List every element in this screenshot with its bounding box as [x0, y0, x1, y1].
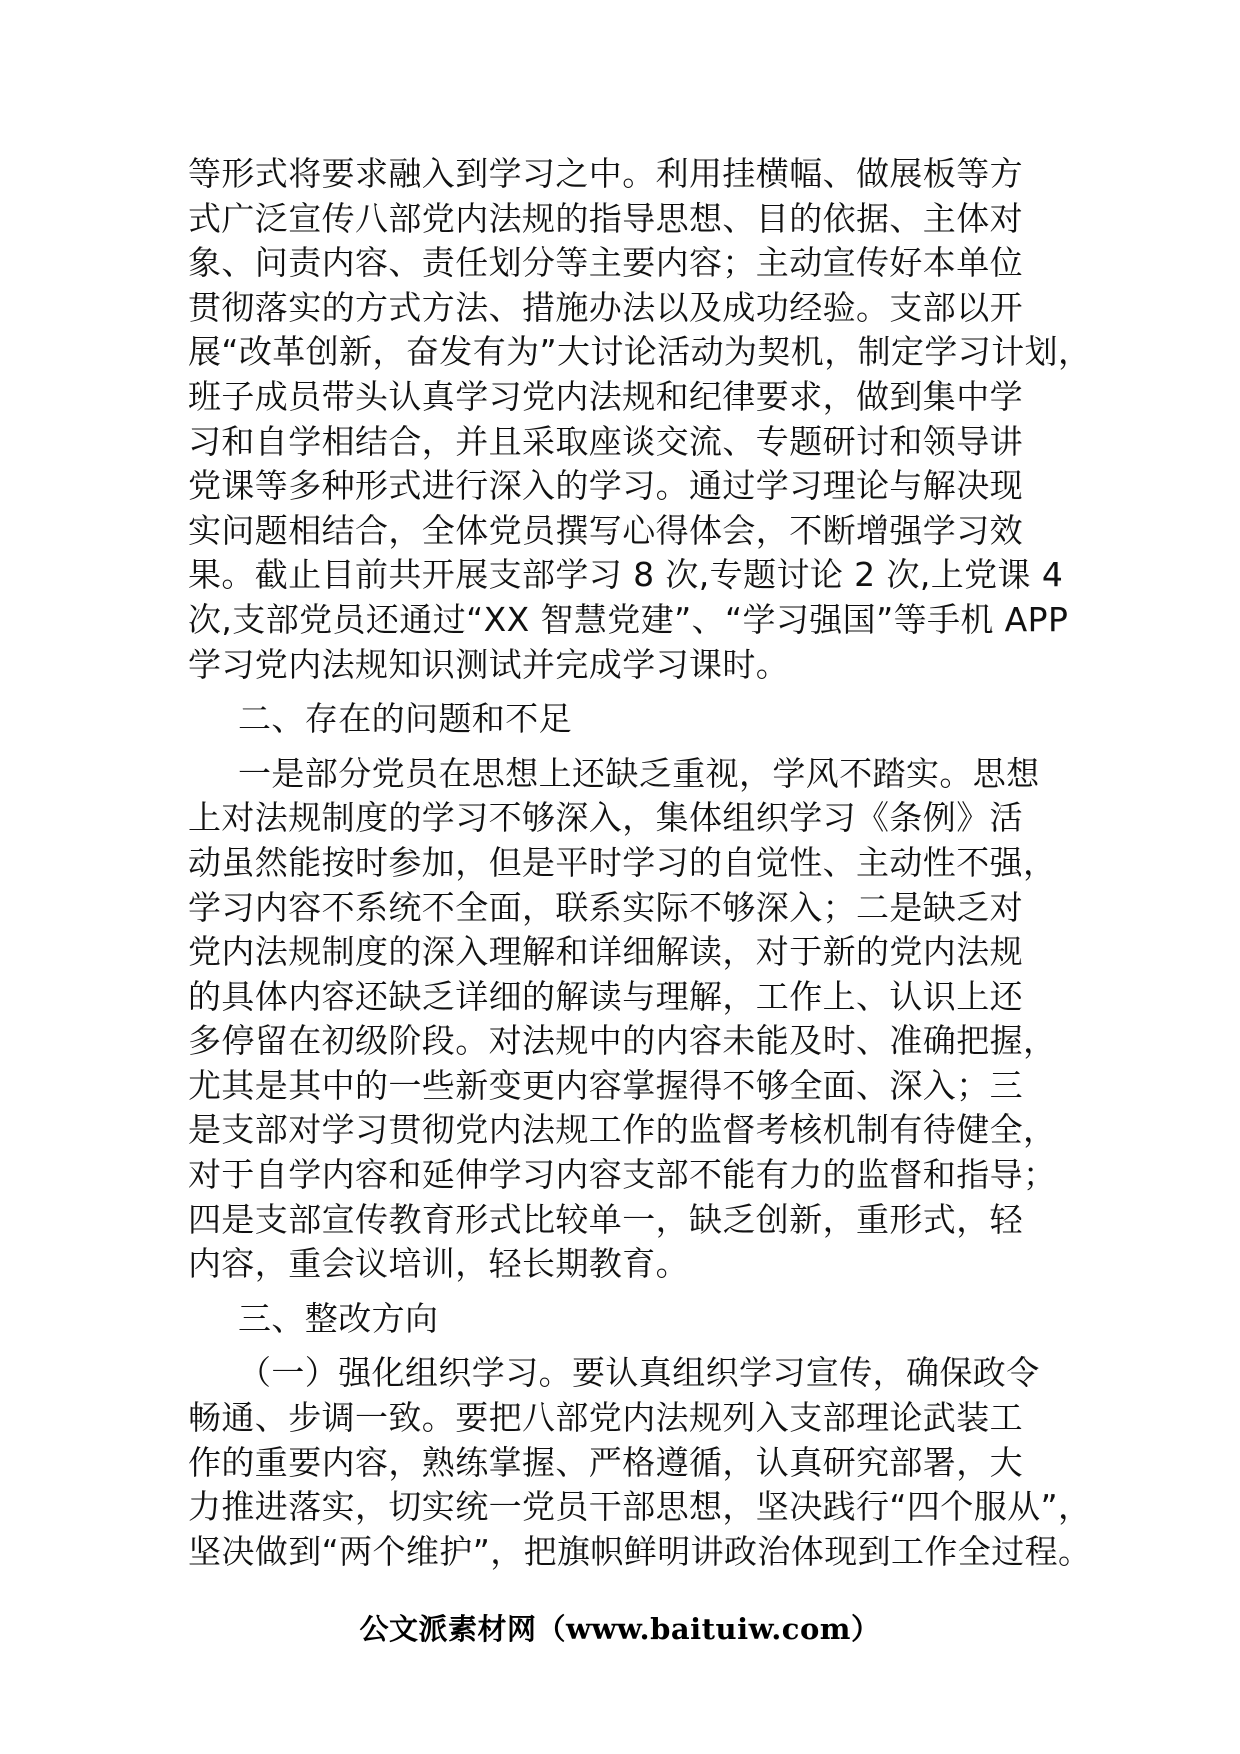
text-line: 次,支部党员还通过“XX 智慧党建”、“学习强国”等手机 APP — [188, 599, 1069, 639]
text-line: 作的重要内容，熟练掌握、严格遵循，认真研究部署，大 — [188, 1442, 1023, 1482]
document-body — [188, 152, 1092, 1574]
text-line: 党课等多种形式进行深入的学习。通过学习理论与解决现 — [188, 466, 1023, 506]
text-line: 四是支部宣传教育形式比较单一，缺乏创新，重形式，轻 — [188, 1199, 1023, 1239]
text-line: 多停留在初级阶段。对法规中的内容未能及时、准确把握， — [188, 1021, 1057, 1061]
text-line: 展“改革创新，奋发有为”大讨论活动为契机，制定学习计划， — [188, 332, 1092, 372]
paragraph-gap — [188, 742, 1088, 752]
paragraph-gap — [188, 1287, 1088, 1297]
paragraph — [188, 752, 1088, 1287]
text-line: 是支部对学习贯彻党内法规工作的监督考核机制有待健全， — [188, 1110, 1057, 1150]
text-line: 贯彻落实的方式方法、措施办法以及成功经验。支部以开 — [188, 287, 1023, 327]
text-line: 的具体内容还缺乏详细的解读与理解，工作上、认识上还 — [188, 976, 1023, 1016]
paragraph-gap — [188, 687, 1088, 697]
text-line: 式广泛宣传八部党内法规的指导思想、目的依据、主体对 — [188, 198, 1023, 238]
text-line: 学习党内法规知识测试并完成学习课时。 — [188, 644, 790, 684]
text-line: 对于自学内容和延伸学习内容支部不能有力的监督和指导； — [188, 1155, 1057, 1195]
text-line: 学习内容不系统不全面，联系实际不够深入；二是缺乏对 — [188, 887, 1023, 927]
paragraph — [188, 1351, 1092, 1574]
paragraph — [188, 1297, 1088, 1342]
footer-watermark: 公文派素材网（www.baituiw.com） — [359, 1612, 881, 1646]
text-line: 等形式将要求融入到学习之中。利用挂横幅、做展板等方 — [188, 154, 1023, 193]
text-line: 实问题相结合，全体党员撰写心得体会，不断增强学习效 — [188, 510, 1023, 550]
text-line: 二、存在的问题和不足 — [238, 699, 572, 739]
text-line: 一是部分党员在思想上还缺乏重视，学风不踏实。思想 — [238, 753, 1040, 793]
text-line: 尤其是其中的一些新变更内容掌握得不够全面、深入；三 — [188, 1065, 1023, 1105]
text-line: 上对法规制度的学习不够深入，集体组织学习《条例》活 — [188, 798, 1023, 838]
text-line: 象、问责内容、责任划分等主要内容；主动宣传好本单位 — [188, 243, 1023, 283]
text-line: 果。截止目前共开展支部学习 8 次,专题讨论 2 次,上党课 4 — [188, 555, 1064, 595]
text-line: 动虽然能按时参加，但是平时学习的自觉性、主动性不强， — [188, 842, 1057, 882]
text-line: 力推进落实，切实统一党员干部思想，坚决践行“四个服从”， — [188, 1487, 1092, 1527]
text-line: 班子成员带头认真学习党内法规和纪律要求，做到集中学 — [188, 376, 1023, 416]
text-line: （一）强化组织学习。要认真组织学习宣传，确保政令 — [238, 1353, 1040, 1393]
text-line: 坚决做到“两个维护”，把旗帜鲜明讲政治体现到工作全过程。 — [188, 1531, 1092, 1571]
text-line: 畅通、步调一致。要把八部党内法规列入支部理论武装工 — [188, 1398, 1023, 1438]
text-line: 党内法规制度的深入理解和详细解读，对于新的党内法规 — [188, 932, 1023, 972]
paragraph — [188, 697, 1088, 742]
text-line: 习和自学相结合，并且采取座谈交流、专题研讨和领导讲 — [188, 421, 1023, 461]
paragraph-gap — [188, 1341, 1088, 1351]
paragraph — [188, 152, 1092, 687]
text-line: 三、整改方向 — [238, 1298, 439, 1338]
text-line: 内容，重会议培训，轻长期教育。 — [188, 1244, 689, 1284]
